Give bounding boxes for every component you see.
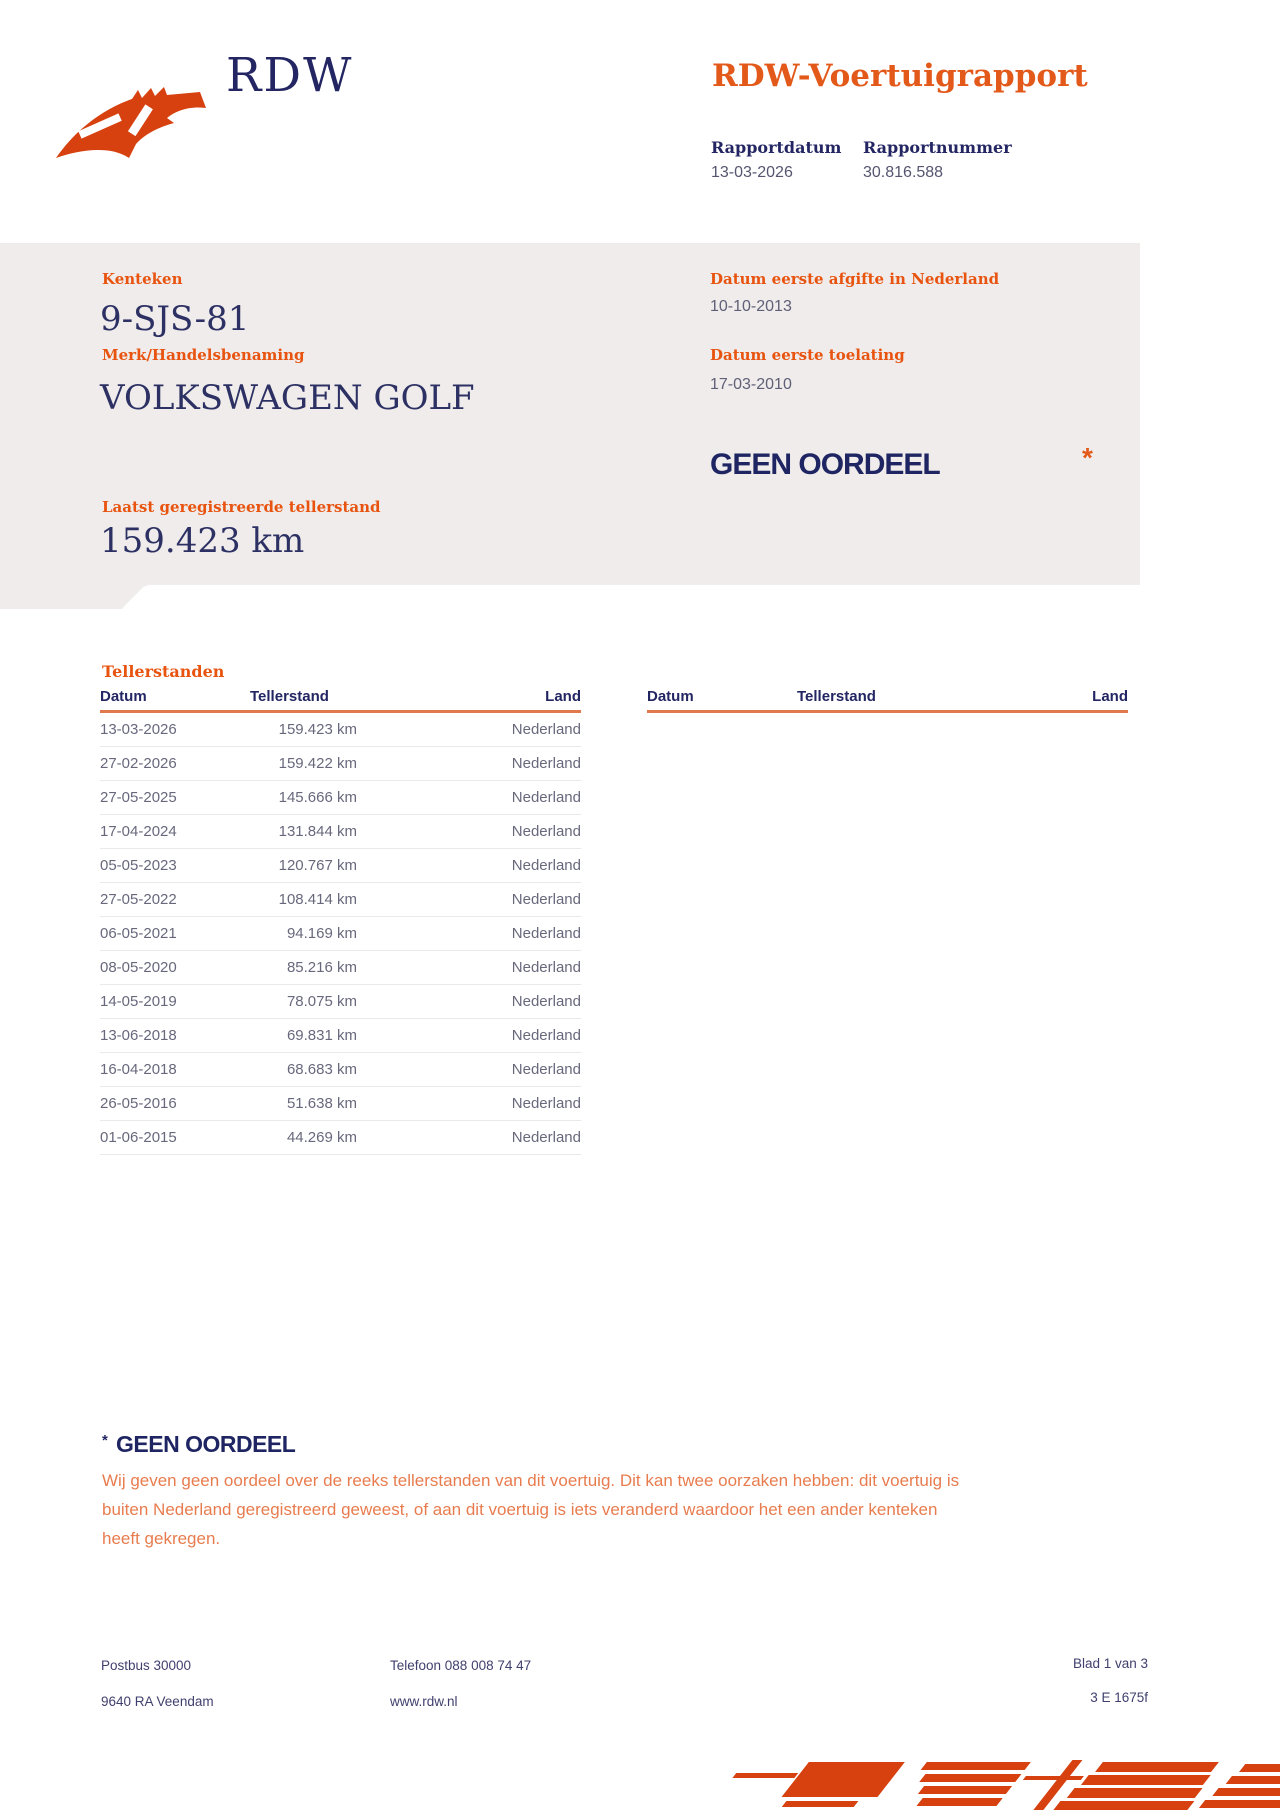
- cell-date: 13-03-2026: [100, 721, 177, 738]
- footer-city: 9640 RA Veendam: [101, 1694, 214, 1709]
- table-row: [100, 781, 581, 815]
- footnote-paragraph: [102, 1466, 962, 1553]
- cell-km: 94.169 km: [286, 925, 357, 942]
- cell-land: Nederland: [511, 1129, 581, 1146]
- footnote-line: buiten Nederland geregistreerd geweest, of aan dit voertuig is iets veranderd waardoor het een ander kenteken: [102, 1500, 938, 1519]
- cell-date: 27-05-2025: [100, 789, 177, 806]
- cell-date: 26-05-2016: [100, 1095, 177, 1112]
- cell-km: 159.423 km: [278, 721, 357, 738]
- laatste-tellerstand-label: Laatst geregistreerde tellerstand: [102, 498, 381, 516]
- tellerstanden-section-title: Tellerstanden: [102, 662, 225, 681]
- footnote-line: Wij geven geen oordeel over de reeks tellerstanden van dit voertuig. Dit kan twee oorzaken hebben: dit voertuig is: [102, 1471, 960, 1490]
- footer-postbus: Postbus 30000: [101, 1658, 192, 1673]
- merk-value: VOLKSWAGEN GOLF: [100, 378, 475, 418]
- report-title: RDW-Voertuigrapport: [712, 58, 1088, 94]
- table-header: [100, 688, 581, 713]
- column-header-tellerstand: Tellerstand: [250, 688, 329, 705]
- cell-date: 17-04-2024: [100, 823, 177, 840]
- cell-km: 131.844 km: [278, 823, 357, 840]
- cell-km: 51.638 km: [286, 1095, 357, 1112]
- report-date-label: Rapportdatum: [711, 138, 842, 157]
- cell-date: 01-06-2015: [100, 1129, 177, 1146]
- cell-date: 13-06-2018: [100, 1027, 177, 1044]
- column-header-datum: Datum: [100, 688, 147, 705]
- column-header-tellerstand: Tellerstand: [797, 688, 876, 705]
- datum-eerste-afgifte-label: Datum eerste afgifte in Nederland: [710, 270, 1000, 288]
- merk-label: Merk/Handelsbenaming: [102, 346, 305, 364]
- cell-date: 14-05-2019: [100, 993, 177, 1010]
- datum-eerste-toelating-value: 17-03-2010: [710, 376, 792, 393]
- cell-km: 69.831 km: [286, 1027, 357, 1044]
- table-row: [100, 713, 581, 747]
- cell-date: 27-05-2022: [100, 891, 177, 908]
- cell-land: Nederland: [511, 1027, 581, 1044]
- cell-date: 06-05-2021: [100, 925, 177, 942]
- cell-km: 120.767 km: [278, 857, 357, 874]
- rdw-logo-icon: [52, 70, 210, 162]
- footer-form-code: 3 E 1675f: [1090, 1690, 1148, 1705]
- speed-stripes-graphic-icon: [638, 1758, 1280, 1811]
- column-header-datum: Datum: [647, 688, 694, 705]
- cell-km: 108.414 km: [278, 891, 357, 908]
- cell-date: 16-04-2018: [100, 1061, 177, 1078]
- footnote-line: heeft gekregen.: [102, 1529, 221, 1548]
- footer-phone: Telefoon 088 008 74 47: [390, 1658, 532, 1673]
- footnote-title: GEEN OORDEEL: [116, 1431, 296, 1457]
- cell-km: 85.216 km: [286, 959, 357, 976]
- report-date-value: 13-03-2026: [711, 164, 793, 181]
- cell-land: Nederland: [511, 823, 581, 840]
- cell-land: Nederland: [511, 925, 581, 942]
- cell-km: 44.269 km: [286, 1129, 357, 1146]
- report-number-label: Rapportnummer: [863, 138, 1012, 157]
- cell-km: 145.666 km: [278, 789, 357, 806]
- table-header: [647, 688, 1128, 713]
- report-number-value: 30.816.588: [863, 164, 944, 181]
- datum-eerste-toelating-label: Datum eerste toelating: [710, 346, 905, 364]
- tellerstanden-table-right: [647, 688, 1128, 713]
- kenteken-value: 9-SJS-81: [100, 299, 250, 339]
- verdict-asterisk: *: [1082, 442, 1093, 473]
- cell-land: Nederland: [511, 891, 581, 908]
- cell-date: 05-05-2023: [100, 857, 177, 874]
- laatste-tellerstand-value: 159.423 km: [100, 521, 305, 561]
- footer-website: www.rdw.nl: [390, 1694, 458, 1709]
- cell-land: Nederland: [511, 993, 581, 1010]
- tellerstanden-table-left: [100, 688, 581, 1155]
- table-row: [100, 883, 581, 917]
- cell-date: 27-02-2026: [100, 755, 177, 772]
- cell-land: Nederland: [511, 959, 581, 976]
- table-row: [100, 1121, 581, 1155]
- cell-land: Nederland: [511, 857, 581, 874]
- table-row: [100, 917, 581, 951]
- table-row: [100, 815, 581, 849]
- kenteken-label: Kenteken: [102, 270, 183, 288]
- footnote-asterisk: *: [102, 1432, 108, 1449]
- table-row: [100, 951, 581, 985]
- cell-land: Nederland: [511, 1095, 581, 1112]
- cell-land: Nederland: [511, 1061, 581, 1078]
- table-row: [100, 849, 581, 883]
- cell-land: Nederland: [511, 755, 581, 772]
- verdict-text: GEEN OORDEEL: [710, 448, 940, 481]
- cell-km: 159.422 km: [278, 755, 357, 772]
- datum-eerste-afgifte-value: 10-10-2013: [710, 298, 792, 315]
- cell-date: 08-05-2020: [100, 959, 177, 976]
- table-row: [100, 1053, 581, 1087]
- table-row: [100, 1087, 581, 1121]
- cell-km: 68.683 km: [286, 1061, 357, 1078]
- footer-page-number: Blad 1 van 3: [1072, 1656, 1148, 1671]
- table-row: [100, 747, 581, 781]
- rdw-logo-wordmark: RDW: [226, 48, 354, 103]
- cell-land: Nederland: [511, 721, 581, 738]
- column-header-land: Land: [1092, 688, 1128, 705]
- column-header-land: Land: [545, 688, 581, 705]
- table-row: [100, 985, 581, 1019]
- cell-km: 78.075 km: [286, 993, 357, 1010]
- cell-land: Nederland: [511, 789, 581, 806]
- table-row: [100, 1019, 581, 1053]
